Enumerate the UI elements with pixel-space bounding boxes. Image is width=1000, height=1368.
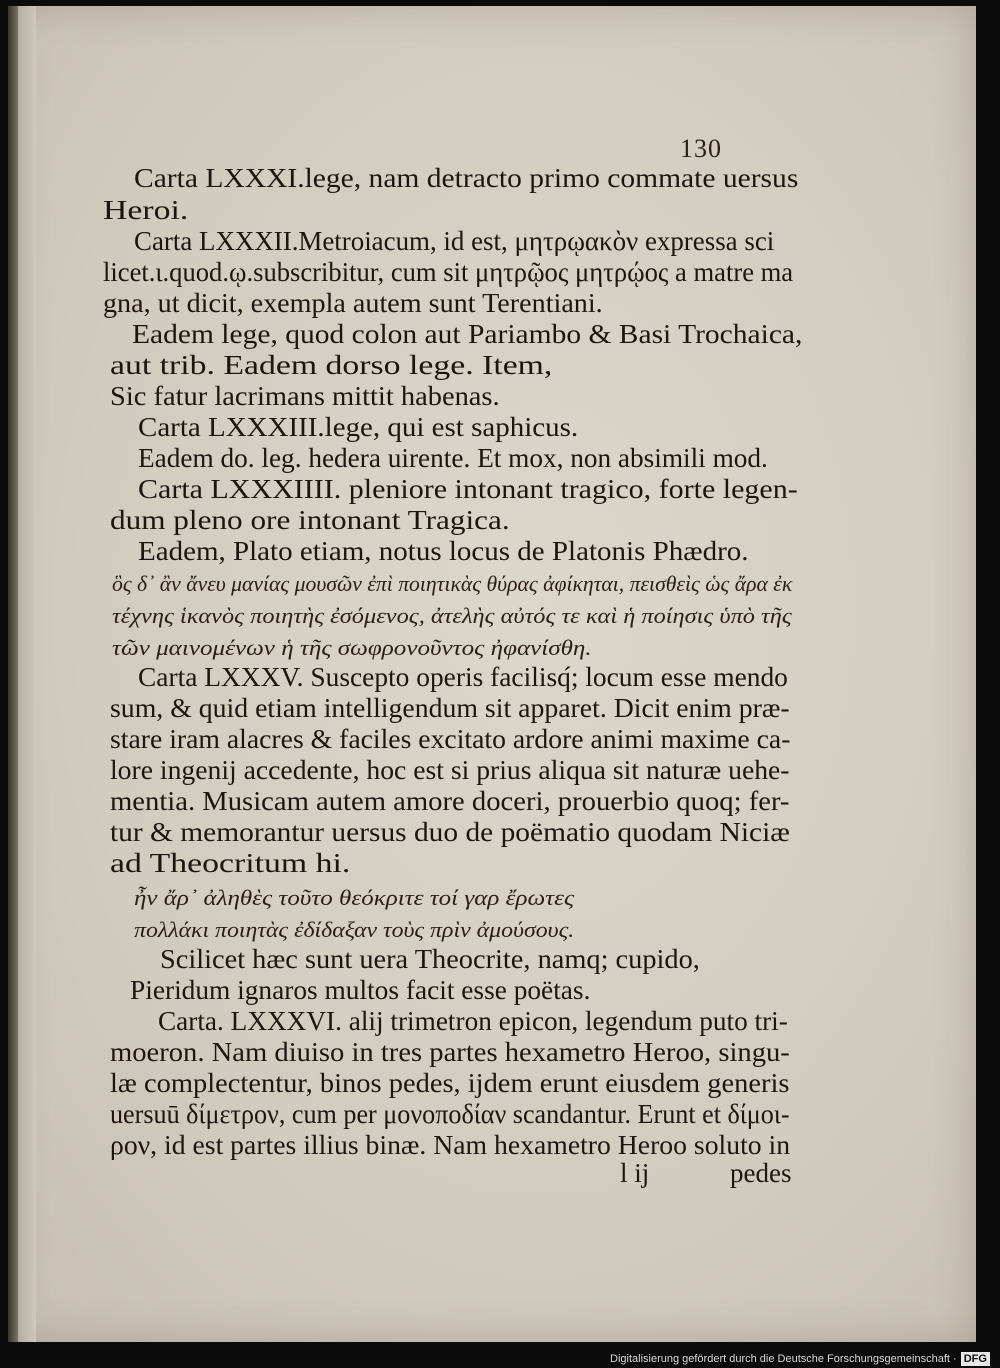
text-line: Eadem, Plato etiam, notus locus de Platonis Phædro. [138,536,749,566]
credit-text: Digitalisierung gefördert durch die Deutsche Forschungsgemeinschaft · [610,1353,957,1365]
folio-number: 130 [680,134,722,163]
text-line: Carta LXXXIII.lege, qui est saphicus. [138,412,579,442]
text-line: sum, & quid etiam intelligendum sit apparet. Dicit enim præ- [110,693,790,723]
text-line: lore ingenij accedente, hoc est si prius aliqua sit naturæ uehe- [110,755,790,785]
text-line: Carta LXXXIIII. pleniore intonant tragico, forte legen- [138,474,798,504]
text-line: Sic fatur lacrimans mittit habenas. [110,381,500,411]
text-line: Carta LXXXI.lege, nam detracto primo commate uersus [134,163,799,193]
text-line: moeron. Nam diuiso in tres partes hexametro Heroo, singu- [110,1037,790,1067]
text-line: Carta LXXXV. Suscepto operis facilisq́; locum esse mendo [138,662,788,692]
dfg-logo: DFG [961,1352,990,1366]
catchword: pedes [730,1158,792,1188]
text-line: Eadem do. leg. hedera uirente. Et mox, non absimili mod. [138,443,768,473]
text-line: ad Theocritum hi. [110,848,351,878]
greek-line: ὃς δ᾽ ἂν ἄνευ μανίας μουσῶν ἐπὶ ποιητικὰς θύρας ἀφίκηται, πεισθεὶς ὡς ἄρα ἐκ [112,571,793,596]
text-line: ρον, id est partes illius binæ. Nam hexametro Heroo soluto in [110,1130,791,1160]
text-line: aut trib. Eadem dorso lege. Item, [110,350,553,380]
greek-line: πολλάκι ποιητὰς ἐδίδαξαν τοὺς πρὶν ἀμούσους. [134,917,575,942]
text-line: licet.ι.quod.ῳ.subscribitur, cum sit μητρῷος μητρῴος a matre ma [103,257,794,287]
text-line: mentia. Musicam autem amore doceri, prouerbio quoq; fer- [110,786,790,816]
text-line: Pieridum ignaros multos facit esse poëtas. [130,975,591,1005]
text-line: dum pleno ore intonant Tragica. [110,505,510,535]
text-line: Eadem lege, quod colon aut Pariambo & Basi Trochaica, [132,319,803,349]
signature-mark: l ij [620,1158,650,1188]
greek-line: ἦν ἄρ᾽ ἀληθὲς τοῦτο θεόκριτε τοί γαρ ἔρωτες [134,885,575,910]
text-line: gna, ut dicit, exempla autem sunt Terentiani. [103,288,603,318]
text-line: Scilicet hæc sunt uera Theocrite, namq; cupido, [160,944,700,974]
greek-line: τέχνης ἱκανὸς ποιητὴς ἐσόμενος, ἀτελὴς αὐτός τε καὶ ἡ ποίησις ὑπὸ τῆς [112,603,792,628]
text-line: stare iram alacres & faciles excitato ardore animi maxime ca- [110,724,791,754]
book-page [8,6,976,1342]
text-line: Carta. LXXXVI. alij trimetron epicon, legendum puto tri- [158,1006,788,1036]
text-line: læ complectentur, binos pedes, ijdem erunt eiusdem generis [110,1068,790,1098]
greek-line: τῶν μαινομένων ἡ τῆς σωφρονοῦντος ἠφανίσθη. [112,635,592,660]
digitization-credit [610,1350,990,1368]
text-line: Carta LXXXII.Metroiacum, id est, μητρῳακὸν expressa sci [134,226,775,256]
text-block [8,6,976,1342]
text-line: uersuū δίμετρον, cum per μονοποδίαν scandantur. Erunt et δίμοι- [110,1099,790,1129]
text-line: tur & memorantur uersus duo de poëmatio quodam Niciæ [110,817,790,847]
text-line: Heroi. [103,195,189,225]
